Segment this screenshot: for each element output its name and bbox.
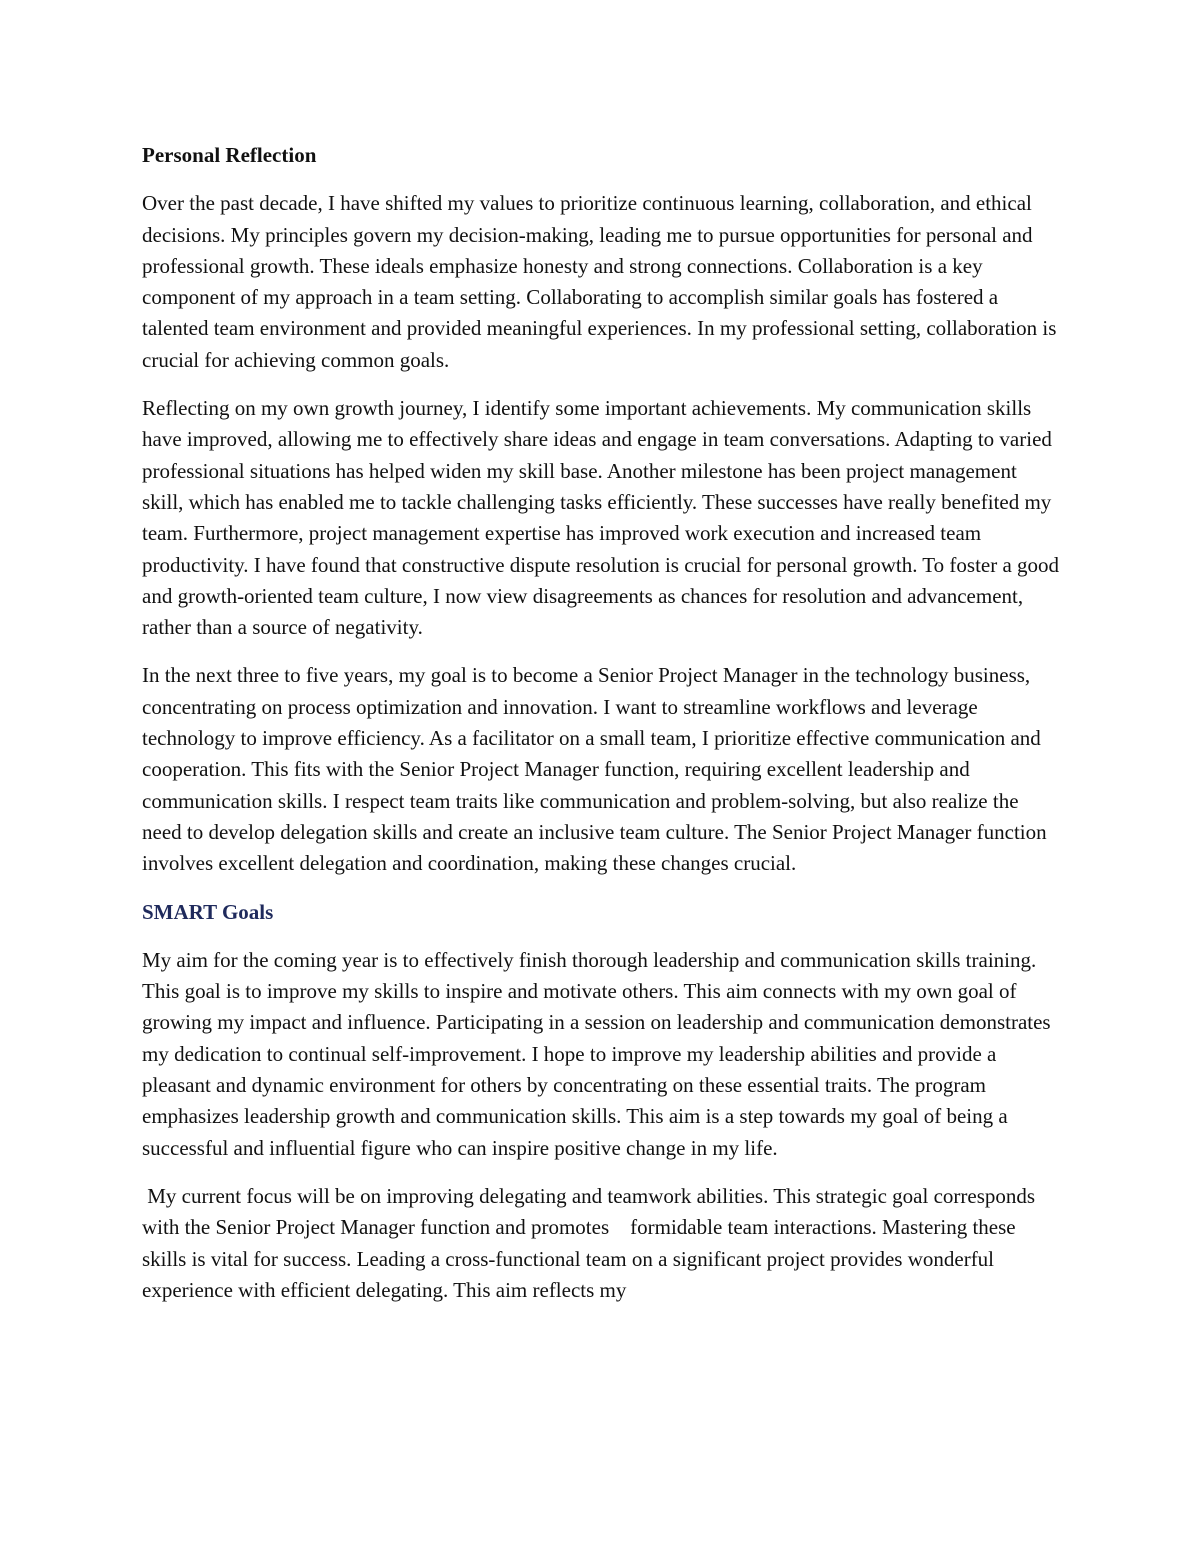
paragraph: My current focus will be on improving delegating and teamwork abilities. This strategic goal corresponds with the Senior Project Manager function and promotes formidable team interactions. Mastering these skills is vital for success. Leading a cross-functional team on a significant project provides wonderful experience with efficient delegating. This aim reflects my — [142, 1183, 1041, 1302]
paragraph: My aim for the coming year is to effectively finish thorough leadership and communication skills training. This goal is to improve my skills to inspire and motivate others. This aim connects with my own goal of growing my impact and influence. Participating in a session on leadership and communication demonstrates my dedication to continual self-improvement. I hope to improve my leadership abilities and provide a pleasant and dynamic environment for others by concentrating on these essential traits. The program emphasizes leadership growth and communication skills. This aim is a step towards my goal of being a successful and influential figure who can inspire positive change in my life. — [142, 947, 1051, 1160]
heading-personal-reflection: Personal Reflection — [142, 143, 317, 167]
paragraph: Over the past decade, I have shifted my values to prioritize continuous learning, collaboration, and ethical decisions. My principles govern my decision-making, leading me to pursue opportunities for personal and professional growth. These ideals emphasize honesty and strong connections. Collaboration is a key component of my approach in a team setting. Collaborating to accomplish similar goals has fostered a talented team environment and provided meaningful experiences. In my professional setting, collaboration is crucial for achieving common goals. — [142, 191, 1057, 372]
paragraph: Reflecting on my own growth journey, I identify some important achievements. My communication skills have improved, allowing me to effectively share ideas and engage in team conversations. Adapting to varied professional situations has helped widen my skill base. Another milestone has been project management skill, which has enabled me to tackle challenging tasks efficiently. These successes have really benefited my team. Furthermore, project management expertise has improved work execution and increased team productivity. I have found that constructive dispute resolution is crucial for personal growth. To foster a good and growth-oriented team culture, I now view disagreements as chances for resolution and advancement, rather than a source of negativity. — [142, 396, 1060, 640]
document-page — [142, 140, 1062, 1323]
heading-smart-goals: SMART Goals — [142, 899, 274, 924]
paragraph: In the next three to five years, my goal is to become a Senior Project Manager in the technology business, concentrating on process optimization and innovation. I want to streamline workflows and leverage technology to improve efficiency. As a facilitator on a small team, I prioritize effective communication and cooperation. This fits with the Senior Project Manager function, requiring excellent leadership and communication skills. I respect team traits like communication and problem-solving, but also realize the need to develop delegation skills and create an inclusive team culture. The Senior Project Manager function involves excellent delegation and coordination, making these changes crucial. — [142, 663, 1047, 876]
